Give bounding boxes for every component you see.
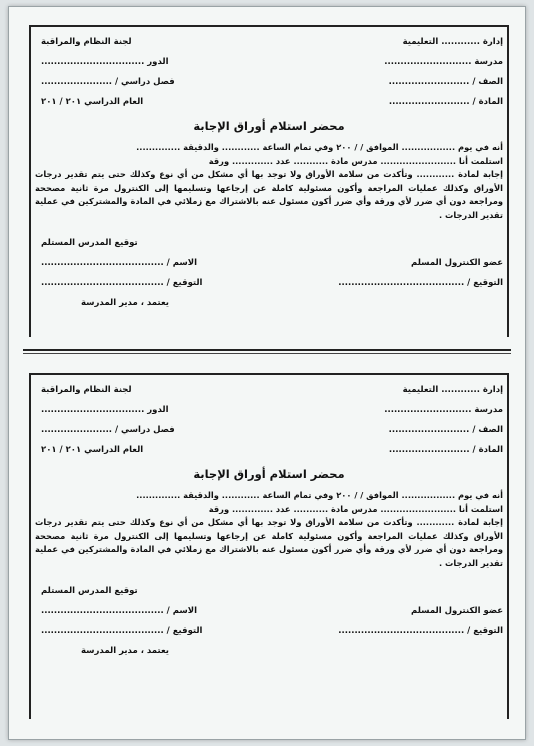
admin-line: إدارة ............ التعليمية: [402, 37, 503, 47]
grade-line: الصف / .........................: [388, 425, 503, 435]
receipt-form-1: [29, 25, 509, 337]
school-line: مدرسة ...........................: [384, 405, 503, 415]
school-line: مدرسة ...........................: [384, 57, 503, 67]
committee-line: لجنة النظام والمراقبة: [41, 385, 132, 395]
teacher-signature-label: توقيع المدرس المستلم: [41, 238, 138, 248]
control-member-label: عضو الكنترول المسلم: [411, 606, 503, 616]
year-line: العام الدراسي ٢٠١ / ٢٠١: [41, 445, 144, 455]
year-line: العام الدراسي ٢٠١ / ٢٠١: [41, 97, 144, 107]
form-header: [31, 27, 507, 107]
signatures: [31, 232, 507, 322]
form-body: [35, 489, 503, 570]
admin-line: إدارة ............ التعليمية: [402, 385, 503, 395]
teacher-signature-label: توقيع المدرس المستلم: [41, 586, 138, 596]
receipt-form-2: [29, 373, 509, 719]
form-title: محضر استلام أوراق الإجابة: [193, 119, 345, 133]
control-sign-line: التوقيع / .......................................: [338, 278, 503, 288]
subject-line: المادة / .........................: [388, 445, 503, 455]
teacher-sign-line: التوقيع / ......................................: [41, 278, 203, 288]
body-line-date: أنه في يوم ................. الموافق / / ٢٠٠ وفي تمام الساعة ............ والدقيقة ..............: [136, 490, 503, 500]
approval-line: يعتمد ، مدير المدرسة: [81, 298, 169, 308]
name-line: الاسم / ......................................: [41, 258, 197, 268]
signatures: [31, 580, 507, 670]
committee-line: لجنة النظام والمراقبة: [41, 37, 132, 47]
approval-line: يعتمد ، مدير المدرسة: [81, 646, 169, 656]
name-line: الاسم / ......................................: [41, 606, 197, 616]
form-header: [31, 375, 507, 455]
term-line: فصل دراسي / ......................: [41, 77, 175, 87]
grade-line: الصف / .........................: [388, 77, 503, 87]
section-divider-thin: [23, 353, 511, 354]
subject-line: المادة / .........................: [388, 97, 503, 107]
document-page: [8, 6, 526, 740]
control-sign-line: التوقيع / .......................................: [338, 626, 503, 636]
body-line-receiver: استلمت أنا ........................ مدرس مادة ........... عدد ............. ورقة: [208, 503, 503, 514]
section-divider: [23, 349, 511, 351]
body-line-date: أنه في يوم ................. الموافق / / ٢٠٠ وفي تمام الساعة ............ والدقيقة ..............: [136, 142, 503, 152]
control-member-label: عضو الكنترول المسلم: [411, 258, 503, 268]
round-line: الدور ................................: [41, 405, 169, 415]
teacher-sign-line: التوقيع / ......................................: [41, 626, 203, 636]
round-line: الدور ................................: [41, 57, 169, 67]
form-body: [35, 141, 503, 222]
body-paragraph: إجابة لمادة ............ وتأكدت من سلامة الأوراق ولا توجد بها أي مشكل من أي نوع وكذلك حتى يتم تقدير درجات الأوراق وكذلك عمليات المراجعة وأكون مسئولية كاملة عن إرجاعها وتسليمها إلى الكنترول مرة ثانية مصححة ومراجعة دون أي ضرر لأي ورقة وأي ضرر أكون مسئول عنه بالاشتراك مع زملائي في المادة والمشتركين في عملية تقدير الدرجات .: [35, 169, 503, 220]
term-line: فصل دراسي / ......................: [41, 425, 175, 435]
body-line-receiver: استلمت أنا ........................ مدرس مادة ........... عدد ............. ورقة: [208, 155, 503, 166]
form-title: محضر استلام أوراق الإجابة: [193, 467, 345, 481]
body-paragraph: إجابة لمادة ............ وتأكدت من سلامة الأوراق ولا توجد بها أي مشكل من أي نوع وكذلك حتى يتم تقدير درجات الأوراق وكذلك عمليات المراجعة وأكون مسئولية كاملة عن إرجاعها وتسليمها إلى الكنترول مرة ثانية مصححة ومراجعة دون أي ضرر لأي ورقة وأي ضرر أكون مسئول عنه بالاشتراك مع زملائي في المادة والمشتركين في عملية تقدير الدرجات .: [35, 517, 503, 568]
